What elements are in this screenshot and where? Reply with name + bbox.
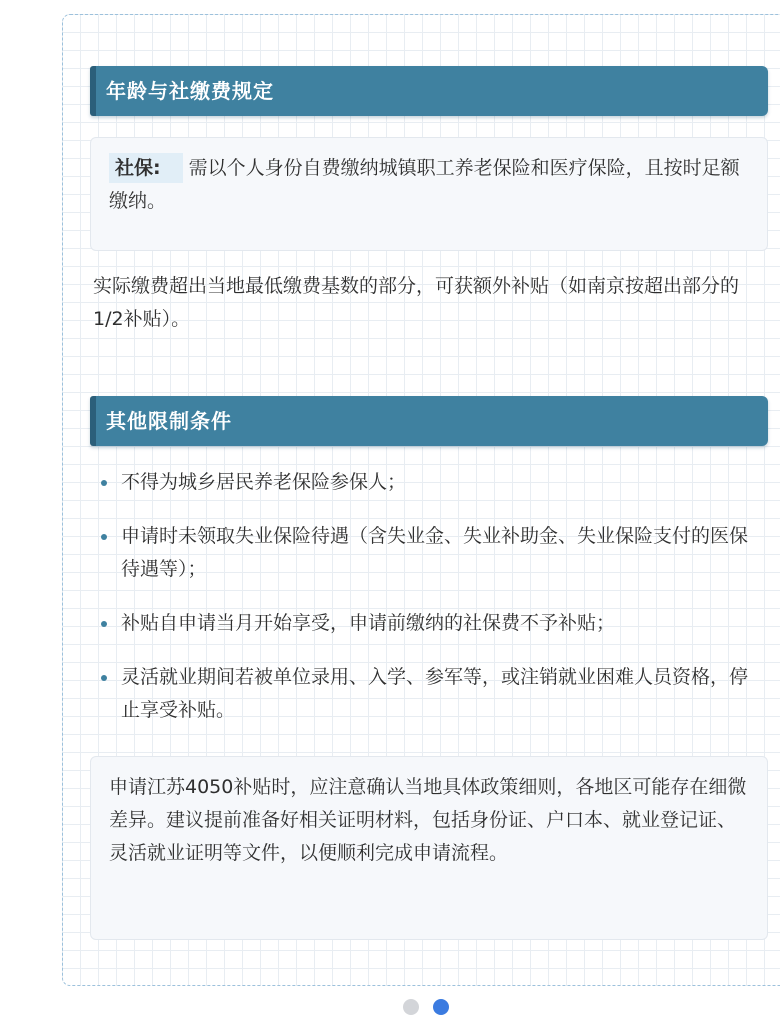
social-security-description: 需以个人身份自费缴纳城镇职工养老保险和医疗保险，且按时足额缴纳。 xyxy=(109,157,740,212)
social-security-label: 社保: xyxy=(109,153,183,183)
note-box xyxy=(90,756,768,940)
bullet-icon xyxy=(101,675,107,681)
social-security-info-box xyxy=(90,137,768,251)
social-security-text xyxy=(109,152,749,218)
subsidy-paragraph: 实际缴费超出当地最低缴费基数的部分，可获额外补贴（如南京按超出部分的1/2补贴）。 xyxy=(93,275,740,330)
list-item-text: 补贴自申请当月开始享受，申请前缴纳的社保费不予补贴； xyxy=(121,612,616,634)
section-title: 其他限制条件 xyxy=(106,409,232,433)
section-header-age-social-security xyxy=(90,66,768,116)
pagination-dot-1[interactable] xyxy=(403,999,419,1015)
section-title: 年龄与社缴费规定 xyxy=(106,79,274,103)
note-text: 申请江苏4050补贴时，应注意确认当地具体政策细则，各地区可能存在细微差异。建议提前准备好相关证明材料，包括身份证、户口本、就业登记证、灵活就业证明等文件，以便顺利完成申请流程。 xyxy=(109,776,747,864)
pagination-dot-2-active[interactable] xyxy=(433,999,449,1015)
bullet-icon xyxy=(101,480,107,486)
list-item xyxy=(93,661,763,727)
list-item xyxy=(93,607,763,640)
content-card xyxy=(62,14,780,986)
pagination-dots xyxy=(403,999,449,1015)
list-item xyxy=(93,520,763,586)
bullet-icon xyxy=(101,621,107,627)
list-item-text: 灵活就业期间若被单位录用、入学、参军等，或注销就业困难人员资格，停止享受补贴。 xyxy=(121,666,749,721)
list-item-text: 不得为城乡居民养老保险参保人； xyxy=(121,471,407,493)
list-item-text: 申请时未领取失业保险待遇（含失业金、失业补助金、失业保险支付的医保待遇等）； xyxy=(121,525,749,580)
list-item xyxy=(93,466,763,499)
bullet-icon xyxy=(101,534,107,540)
restrictions-list xyxy=(93,466,763,748)
section-header-other-restrictions xyxy=(90,396,768,446)
